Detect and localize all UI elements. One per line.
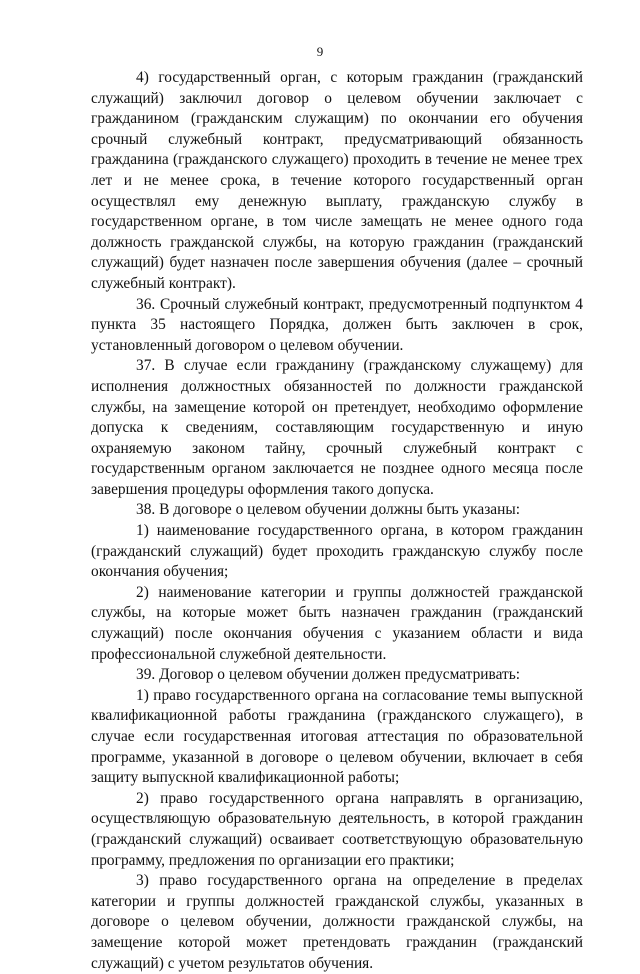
paragraph-39-item-2: 2) право государственного органа направлять в организацию, осуществляющую образовательную деятельность, в которой гражданин (гражданский служащий) осваивает соответствующую образовательную программу, предложения по организации его практики; — [91, 789, 583, 869]
paragraph-39: 39. Договор о целевом обучении должен предусматривать: — [136, 666, 521, 684]
page-number: 9 — [316, 44, 324, 59]
paragraph-35-item-4: 4) государственный орган, с которым гражданин (гражданский служащий) заключил договор о целевом обучении заключает с гражданином (гражданским служащим) по окончании его обучения срочный служебный контракт, предусматривающий обязанность гражданина (гражданского служащего) проходить в течение не менее трех лет и не менее срока, в течение которого государственный орган осуществлял ему денежную выплату, гражданскую службу в государственном органе, в том числе замещать не менее одного года должность гражданской службы, на которую гражданин (гражданский служащий) будет назначен после завершения обучения (далее – срочный служебный контракт). — [91, 69, 583, 292]
paragraph-38-item-1: 1) наименование государственного органа, в котором гражданин (гражданский служащий) будет проходить гражданскую службу после окончания обучения; — [91, 522, 583, 581]
paragraph-37: 37. В случае если гражданину (гражданскому служащему) для исполнения должностных обязанностей по должности гражданской службы, на замещение которой он претендует, необходимо оформление допуска к сведениям, составляющим государственную и иную охраняемую законом тайну, срочный служебный контракт с государственным органом заключается не позднее одного месяца после завершения процедуры оформления такого допуска. — [91, 357, 583, 498]
paragraph-38-item-2: 2) наименование категории и группы должностей гражданской службы, на которые может быть назначен гражданин (гражданский служащий) после окончания обучения с указанием области и вида профессиональной служебной деятельности. — [91, 583, 583, 663]
paragraph-36: 36. Срочный служебный контракт, предусмотренный подпунктом 4 пункта 35 настоящего Порядка, должен быть заключен в срок, установленный договором о целевом обучении. — [91, 295, 583, 354]
paragraph-39-item-1: 1) право государственного органа на согласование темы выпускной квалификационной работы гражданина (гражданского служащего), в случае если государственная итоговая аттестация по образовательной программе, указанной в договоре о целевом обучении, включает в себя защиту выпускной квалификационной работы; — [91, 686, 583, 787]
paragraph-38: 38. В договоре о целевом обучении должны быть указаны: — [136, 501, 520, 519]
paragraph-39-item-3: 3) право государственного органа на определение в пределах категории и группы должностей гражданской службы, указанных в договоре о целевом обучении, должности гражданской службы, на замещение которой может претендовать гражданин (гражданский служащий) с учетом результатов обучения. — [91, 872, 583, 972]
document-body — [91, 68, 583, 974]
